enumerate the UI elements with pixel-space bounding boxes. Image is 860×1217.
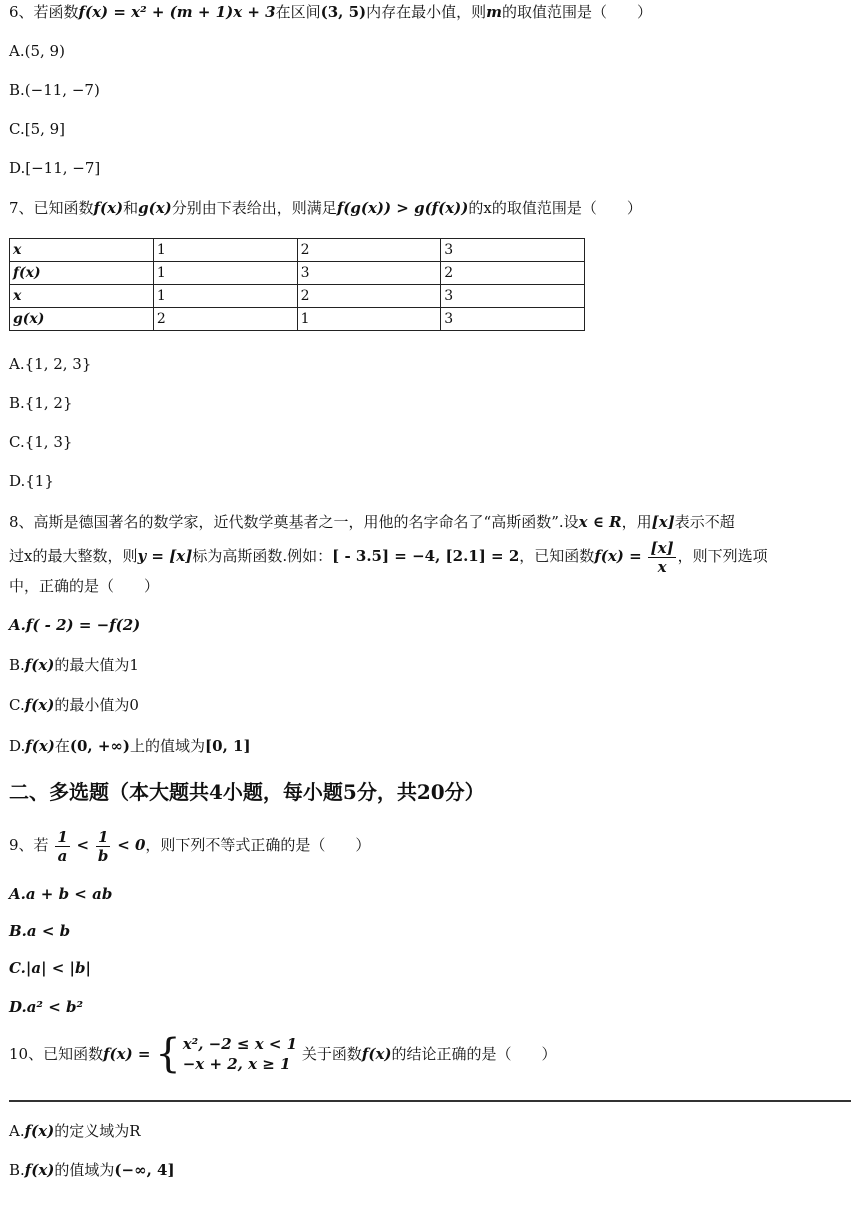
q9-fraction-a <box>55 828 69 865</box>
q8-text: 表示不超 <box>674 513 735 531</box>
q10-math: f(x) <box>24 1161 55 1179</box>
q9-frac-den: b <box>97 846 109 865</box>
q10-option-a: A.f(x)的定义域为R <box>9 1122 141 1140</box>
table-cell: 2 <box>441 262 585 285</box>
q10-math: f(x) = <box>103 1045 151 1063</box>
q10-text: 关于函数 <box>301 1045 362 1063</box>
table-row <box>10 262 585 285</box>
q10-text: 的结论正确的是（ ） <box>391 1045 557 1063</box>
q9-text: ，则下列不等式正确的是（ ） <box>145 836 371 854</box>
q8-text: 在 <box>54 737 70 755</box>
table-cell: x <box>10 239 154 262</box>
q10-text: 10、已知函数 <box>9 1045 104 1063</box>
q6-option-c: C.[5, 9] <box>9 120 66 138</box>
q8-math: f(x) = <box>594 547 642 565</box>
q7-option-d: D.{1} <box>9 472 54 490</box>
q8-stem-line2 <box>9 536 768 576</box>
q9-option-b: B.a < b <box>9 922 71 940</box>
q7-g: g(x) <box>138 199 172 217</box>
q6-stem-text: 在区间 <box>275 3 321 21</box>
q6-option-d: D.[−11, −7] <box>9 159 101 177</box>
q8-text: ，用 <box>621 513 652 531</box>
table-cell: 1 <box>153 239 297 262</box>
q8-option-b: B.f(x)的最大值为1 <box>9 656 139 674</box>
table-cell: 2 <box>153 308 297 331</box>
table-cell: 1 <box>153 262 297 285</box>
q6-stem-text: 6、若函数 <box>9 3 79 21</box>
q10-case: x², −2 ≤ x < 1 <box>182 1035 298 1053</box>
q8-range: [0, 1] <box>205 737 251 755</box>
q8-math: y = [x] <box>137 547 193 565</box>
q9-frac-num: 1 <box>96 828 111 847</box>
table-cell: f(x) <box>10 262 154 285</box>
table-cell: 3 <box>297 262 441 285</box>
q8-text: 的最大值为1 <box>54 656 139 674</box>
q8-math: f(x) <box>24 656 55 674</box>
q6-variable: m <box>486 3 503 21</box>
q8-math: f(x) <box>24 696 55 714</box>
q6-option-b: B.(−11, −7) <box>9 81 100 99</box>
divider <box>9 1100 851 1102</box>
q8-interval: (0, +∞) <box>69 737 131 755</box>
table-cell: 3 <box>441 285 585 308</box>
q8-text: 上的值域为 <box>130 737 206 755</box>
q9-option-c: C.|a| < |b| <box>9 959 91 977</box>
q9-stem <box>9 824 370 866</box>
table-cell: 2 <box>297 239 441 262</box>
q8-math: f(x) <box>25 737 55 755</box>
q6-stem-text: 的取值范围是（ ） <box>502 3 653 21</box>
q7-inequality: f(g(x)) > g(f(x)) <box>336 199 469 217</box>
q8-option-c: C.f(x)的最小值为0 <box>9 696 139 714</box>
q9-fraction-b <box>96 828 111 865</box>
table-row <box>10 239 585 262</box>
q9-text: 9、若 <box>9 836 49 854</box>
q8-text: ，则下列选项 <box>677 547 768 565</box>
q7-stem-text: 7、已知函数 <box>9 199 94 217</box>
q9-option-d: D.a² < b² <box>9 998 84 1016</box>
table-cell: 2 <box>297 285 441 308</box>
q8-frac-den: x <box>657 557 667 576</box>
q7-stem-text: 和 <box>123 199 139 217</box>
q10-brace: { <box>155 1031 181 1077</box>
q7-option-b: B.{1, 2} <box>9 394 73 412</box>
function-table <box>9 238 585 331</box>
q6-function: f(x) = x² + (m + 1)x + 3 <box>78 3 276 21</box>
table-row <box>10 308 585 331</box>
q8-text: ，已知函数 <box>519 547 595 565</box>
q8-text: 8、高斯是德国著名的数学家，近代数学奠基者之一，用他的名字命名了“高斯函数”.设 <box>9 513 579 531</box>
q10-option-b: B.f(x)的值域为(−∞, 4] <box>9 1161 175 1179</box>
q9-math: < <box>76 836 90 854</box>
q7-option-a: A.{1, 2, 3} <box>9 355 92 373</box>
q7-stem-text: 分别由下表给出，则满足 <box>171 199 337 217</box>
q10-math: f(x) <box>361 1045 392 1063</box>
q9-math: < 0 <box>117 836 146 854</box>
q8-fraction <box>648 539 675 576</box>
q9-frac-den: a <box>57 846 68 865</box>
q7-stem <box>9 198 642 218</box>
section-heading: 二、多选题（本大题共4小题，每小题5分，共20分） <box>9 780 485 804</box>
table-cell: 3 <box>441 239 585 262</box>
table-cell: 1 <box>297 308 441 331</box>
q9-option-a: A.a + b < ab <box>9 885 113 903</box>
q8-math: [x] <box>651 513 675 531</box>
q8-text: 标为高斯函数.例如： <box>192 547 333 565</box>
q8-option-d: D.f(x)在(0, +∞)上的值域为[0, 1] <box>9 737 251 755</box>
q8-math: x ∈ R <box>578 513 622 531</box>
q8-option-a: A.f( - 2) = −f(2) <box>9 616 141 634</box>
q6-interval: (3, 5) <box>320 3 367 21</box>
table-row <box>10 285 585 308</box>
q10-cases <box>183 1034 297 1074</box>
q9-frac-num: 1 <box>57 827 68 846</box>
q7-option-c: C.{1, 3} <box>9 433 73 451</box>
q10-math: f(x) <box>24 1122 55 1140</box>
q6-stem <box>9 2 652 22</box>
q10-text: 的值域为 <box>54 1161 115 1179</box>
q8-text: 过x的最大整数，则 <box>9 547 138 565</box>
q8-stem-line1 <box>9 512 735 532</box>
table-cell: g(x) <box>10 308 154 331</box>
q6-option-a: A.(5, 9) <box>9 42 65 60</box>
q8-stem-line3: 中，正确的是（ ） <box>9 577 160 595</box>
q7-f: f(x) <box>93 199 124 217</box>
q8-example: [ - 3.5] = −4, [2.1] = 2 <box>332 547 520 565</box>
q7-stem-text: 的x的取值范围是（ ） <box>468 199 642 217</box>
q10-case: −x + 2, x ≥ 1 <box>182 1055 291 1073</box>
q6-stem-text: 内存在最小值，则 <box>366 3 487 21</box>
q8-text: 的最小值为0 <box>54 696 139 714</box>
q10-text: 的定义域为R <box>54 1122 141 1140</box>
table-cell: x <box>10 285 154 308</box>
table-cell: 1 <box>153 285 297 308</box>
q10-range: (−∞, 4] <box>114 1161 175 1179</box>
q8-frac-num: [x] <box>650 538 674 557</box>
table-cell: 3 <box>441 308 585 331</box>
q10-stem <box>9 1031 557 1077</box>
